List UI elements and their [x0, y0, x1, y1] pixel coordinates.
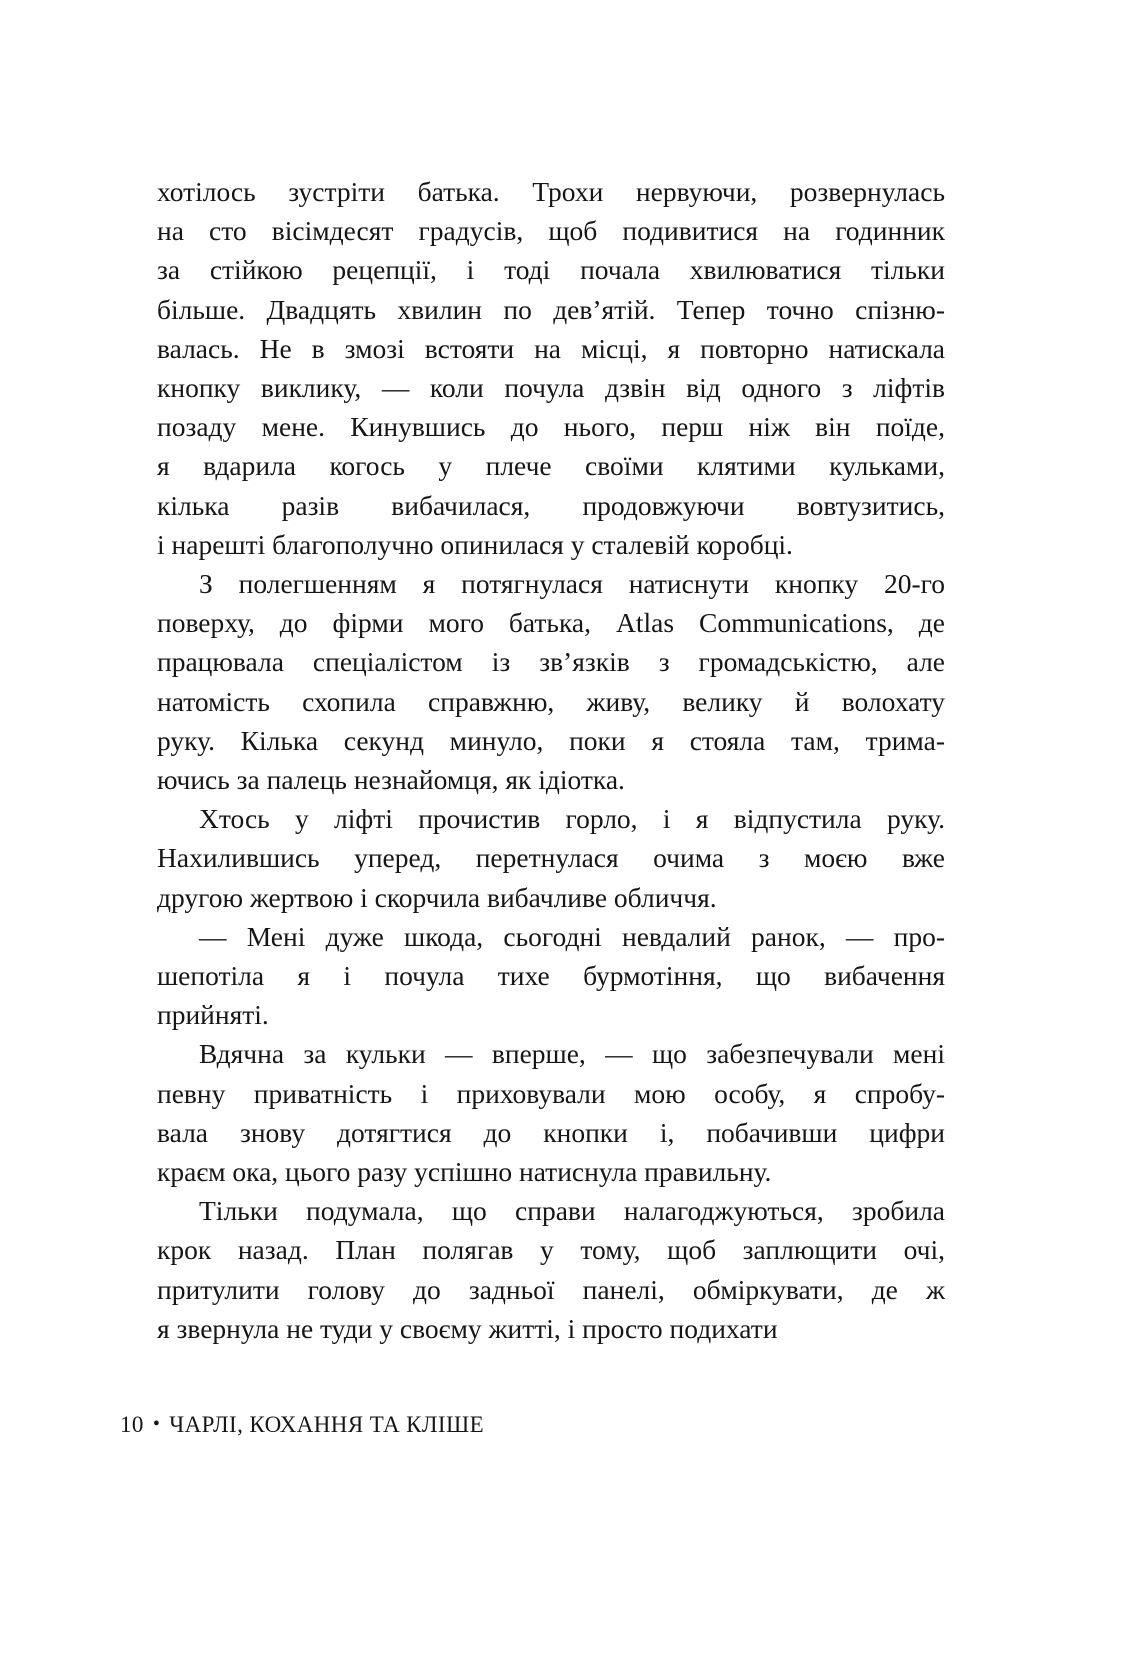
- text-line: хотілось зустріти батька. Трохи нервуючи, розвернулась: [157, 176, 945, 207]
- text-line: натомість схопила справжню, живу, велику й волохату: [157, 685, 945, 717]
- text-line: кнопку виклику, — коли почула дзвін від одного з ліфтів: [157, 372, 945, 404]
- text-line: Хтось у ліфті прочистив горло, і я відпустила руку.: [199, 803, 945, 835]
- running-title: ЧАРЛІ, КОХАННЯ ТА КЛІШЕ: [169, 1412, 485, 1437]
- text-line: другою жертвою і скорчила вибачливе обличчя.: [157, 881, 717, 913]
- text-line: Нахилившись уперед, перетнулася очима з моєю вже: [157, 842, 945, 874]
- text-line: позаду мене. Кинувшись до нього, перш ніж він поїде,: [157, 411, 945, 443]
- text-line: кілька разів вибачилася, продовжуючи вовтузитись,: [157, 489, 945, 521]
- text-line: певну приватність і приховували мою особу, я спробу-: [157, 1077, 945, 1109]
- text-line: вала знову дотягтися до кнопки і, побачивши цифри: [157, 1116, 945, 1148]
- text-block: [157, 172, 945, 1348]
- text-line: я звернула не туди у своєму житті, і просто подихати: [157, 1312, 778, 1344]
- text-line: поверху, до фірми мого батька, Atlas Communications, де: [157, 607, 945, 639]
- text-line: і нарешті благополучно опинилася у сталевій коробці.: [157, 528, 793, 560]
- text-line: притулити голову до задньої панелі, обміркувати, де ж: [157, 1273, 945, 1305]
- text-line: ючись за палець незнайомця, як ідіотка.: [157, 764, 625, 796]
- paragraph: [157, 799, 945, 917]
- text-line: більше. Двадцять хвилин по дев’ятій. Тепер точно спізню-: [157, 293, 945, 325]
- paragraph: [157, 1034, 945, 1191]
- paragraph: [157, 564, 945, 799]
- text-line: Тільки подумала, що справи налагоджуються, зробила: [199, 1195, 945, 1227]
- footer-separator-icon: •: [152, 1413, 161, 1435]
- text-line: шепотіла я і почула тихе бурмотіння, що вибачення: [157, 960, 945, 992]
- page-number: 10: [120, 1412, 144, 1437]
- text-line: я вдарила когось у плече своїми клятими кульками,: [157, 450, 945, 482]
- text-line: З полегшенням я потягнулася натиснути кнопку 20-го: [199, 568, 945, 600]
- paragraph: [157, 1191, 945, 1348]
- text-line: руку. Кілька секунд минуло, поки я стояла там, трима-: [157, 724, 945, 756]
- paragraph: [157, 172, 945, 564]
- text-line: валась. Не в змозі встояти на місці, я повторно натискала: [157, 332, 945, 364]
- paragraph: [157, 917, 945, 1035]
- text-line: за стійкою рецепції, і тоді почала хвилюватися тільки: [157, 254, 945, 286]
- text-line: на сто вісімдесят градусів, щоб подивитися на годинник: [157, 215, 945, 247]
- text-line: крок назад. План полягав у тому, щоб заплющити очі,: [157, 1234, 945, 1266]
- page-footer: [120, 1412, 484, 1438]
- text-line: працювала спеціалістом із зв’язків з громадськістю, але: [157, 646, 945, 678]
- text-line: Вдячна за кульки — вперше, — що забезпечували мені: [199, 1038, 945, 1070]
- text-line: краєм ока, цього разу успішно натиснула правильну.: [157, 1156, 772, 1188]
- text-line: прийняті.: [157, 999, 269, 1031]
- text-line: — Мені дуже шкода, сьогодні невдалий ранок, — про-: [199, 920, 945, 952]
